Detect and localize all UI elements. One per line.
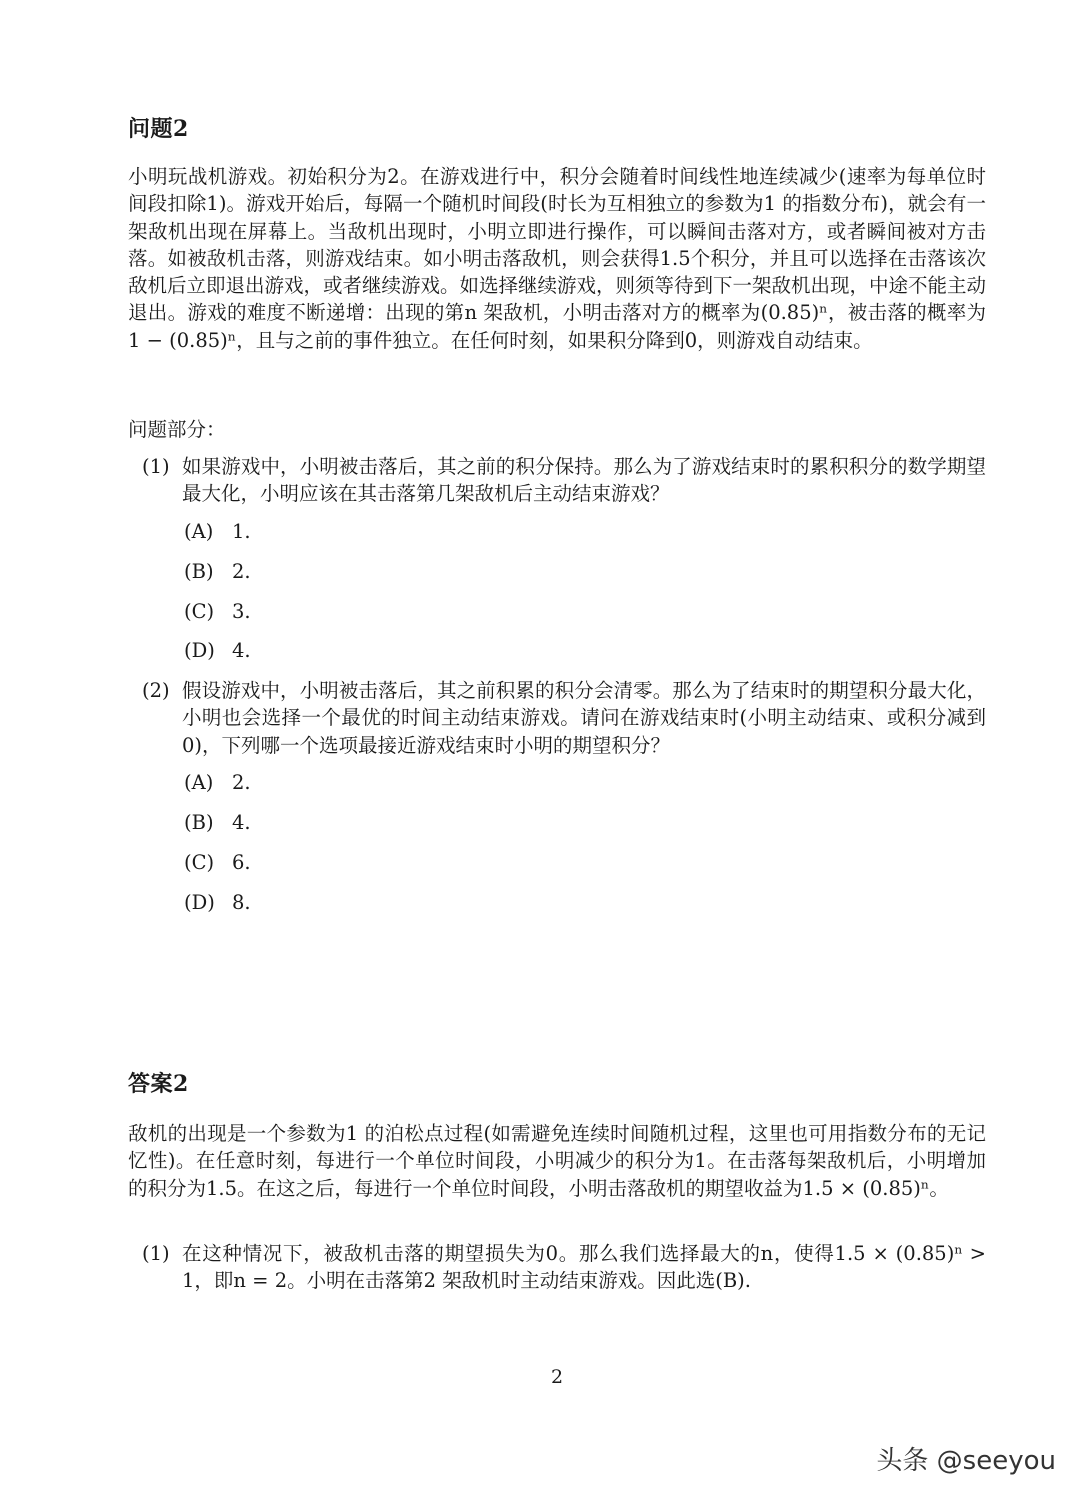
answer-title: 答案2 xyxy=(128,1071,189,1097)
part-number: (1) xyxy=(142,455,170,478)
option-b: (B) 2. xyxy=(184,560,251,583)
part-text: 假设游戏中，小明被击落后，其之前积累的积分会清零。那么为了结束时的期望积分最大化，小明也会选择一个最优的时间主动结束游戏。请问在游戏结束时(小明主动结束、或积分减到0)，下列哪一个选项最接近游戏结束时小明的期望积分？ xyxy=(182,679,986,757)
part-text: 如果游戏中，小明被击落后，其之前的积分保持。那么为了游戏结束时的累积积分的数学期望最大化，小明应该在其击落第几架敌机后主动结束游戏？ xyxy=(182,455,986,506)
option-c: (C) 3. xyxy=(184,600,251,623)
answer-paragraph: 敌机的出现是一个参数为1 的泊松点过程(如需避免连续时间随机过程，这里也可用指数分布的无记忆性)。在任意时刻，每进行一个单位时间段，小明减少的积分为1。在击落每架敌机后，小明增加的积分为1.5。在这之后，每进行一个单位时间段，小明击落敌机的期望收益为1.5 × (0.85)ⁿ。 xyxy=(128,1122,986,1200)
question-paragraph: 小明玩战机游戏。初始积分为2。在游戏进行中，积分会随着时间线性地连续减少(速率为每单位时间段扣除1)。游戏开始后，每隔一个随机时间段(时长为互相独立的参数为1 的指数分布)，就会有一架敌机出现在屏幕上。当敌机出现时，小明立即进行操作，可以瞬间击落对方，或者瞬间被对方击落。如被敌机击落，则游戏结束。如小明击落敌机，则会获得1.5个积分，并且可以选择在击落该次敌机后立即退出游戏，或者继续游戏。如选择继续游戏，则须等待到下一架敌机出现，中途不能主动退出。游戏的难度不断递增：出现的第n 架敌机，小明击落对方的概率为(0.85)ⁿ，被击落的概率为1 − (0.85)ⁿ，且与之前的事件独立。在任何时刻，如果积分降到0，则游戏自动结束。 xyxy=(128,165,987,352)
question-part-2 xyxy=(142,677,986,765)
option-b: (B) 4. xyxy=(184,811,251,834)
option-a: (A) 1. xyxy=(184,520,251,543)
document-page xyxy=(128,0,986,1496)
parts-label: 问题部分： xyxy=(128,418,226,441)
watermark: 头条 @seeyou xyxy=(876,1446,1056,1476)
option-c: (C) 6. xyxy=(184,851,251,874)
option-d: (D) 8. xyxy=(184,891,251,914)
part-text: 在这种情况下，被敌机击落的期望损失为0。那么我们选择最大的n，使得1.5 × (0.85)ⁿ > 1，即n = 2。小明在击落第2 架敌机时主动结束游戏。因此选(B). xyxy=(182,1242,986,1293)
question-title: 问题2 xyxy=(128,116,189,142)
option-d: (D) 4. xyxy=(184,639,251,662)
page-number: 2 xyxy=(550,1366,564,1388)
part-number: (1) xyxy=(142,1242,170,1265)
answer-part-1 xyxy=(142,1240,986,1300)
question-part-1 xyxy=(142,453,986,513)
option-a: (A) 2. xyxy=(184,771,251,794)
part-number: (2) xyxy=(142,679,170,702)
